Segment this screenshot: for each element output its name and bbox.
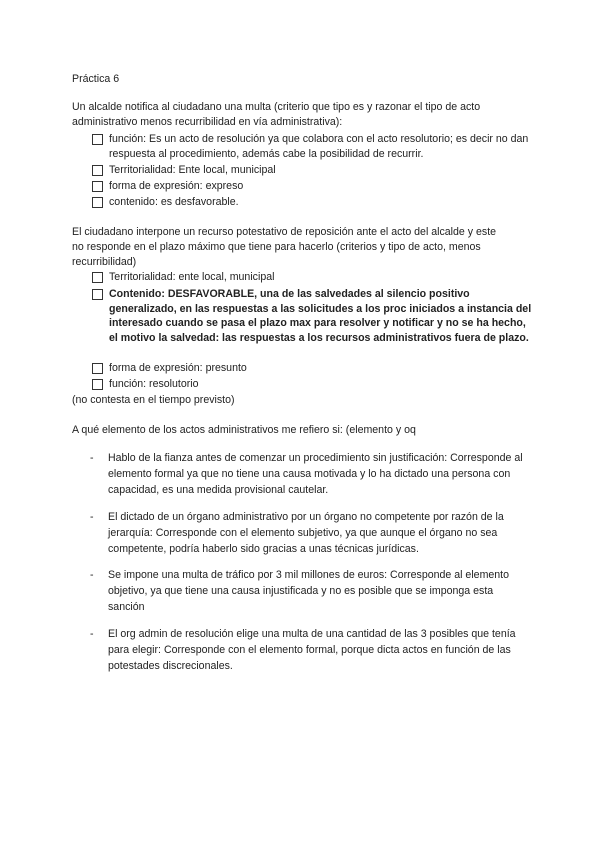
dash-bullet-icon: - (90, 452, 94, 464)
section1-checklist-item (92, 132, 532, 161)
page-title: Práctica 6 (72, 73, 120, 85)
section3-bullet-text: El dictado de un órgano administrativo por un órgano no competente por razón de la jerarquía: Corresponde con el elemento subjetivo, ya que aunque el órgano no sea competente, podría haberlo sido gracias a unas técnicas jurídicas. (108, 511, 504, 555)
section1-item-text: función: Es un acto de resolución ya que colabora con el acto resolutorio; es decir no dan respuesta al procedimiento, además cabe la posibilidad de recurrir. (109, 133, 529, 160)
section3-intro: A qué elemento de los actos administrativos me refiero si: (elemento y oq (72, 424, 416, 436)
section2-checklist-item (92, 377, 532, 392)
section3-bullet-item (90, 567, 530, 615)
section1-intro-line-2: administrativo menos recurribilidad en vía administrativa): (72, 116, 343, 128)
dash-bullet-icon: - (90, 511, 94, 523)
section1-item-text: forma de expresión: expreso (109, 180, 244, 192)
section2-intro-line-1: El ciudadano interpone un recurso potestativo de reposición ante el acto del alcalde y este (72, 226, 497, 238)
section2-checklist-item (92, 287, 532, 345)
section1-item-text: Territorialidad: Ente local, municipal (109, 164, 276, 176)
dash-bullet-icon: - (90, 628, 94, 640)
section2-item-text: función: resolutorio (109, 378, 199, 390)
section1-checklist-item (92, 195, 532, 210)
section2-intro-line-3: recurribilidad) (72, 256, 137, 268)
section2-item-text: Contenido: DESFAVORABLE, una de las salvedades al silencio positivo generalizado, en las respuestas a las solicitudes a los proc iniciados a instancia del interesado cuando se pasa el plazo max para resolver y notificar y no se ha hecho, el motivo la salvedad: las respuestas a los recursos administrativos fuera de plazo. (109, 288, 532, 344)
section2-note: (no contesta en el tiempo previsto) (72, 394, 235, 406)
checkbox-icon[interactable] (92, 379, 103, 390)
section3-bullet-item (90, 450, 530, 498)
section1-checklist-item (92, 179, 532, 194)
section3-bullet-text: Hablo de la fianza antes de comenzar un procedimiento sin justificación: Corresponde al elemento formal ya que no tiene una causa motivada y lo ha dictado una persona con capacidad, es una medida provisional cautelar. (108, 452, 523, 496)
section2-checklist-item (92, 361, 532, 376)
checkbox-icon[interactable] (92, 165, 103, 176)
section1-item-text: contenido: es desfavorable. (109, 196, 239, 208)
section1-intro-line-1: Un alcalde notifica al ciudadano una multa (criterio que tipo es y razonar el tipo de acto (72, 101, 481, 113)
checkbox-icon[interactable] (92, 197, 103, 208)
section2-item-text: Territorialidad: ente local, municipal (109, 271, 275, 283)
section2-intro-line-2: no responde en el plazo máximo que tiene para hacerlo (criterios y tipo de acto, menos (72, 241, 481, 253)
section3-bullet-item (90, 509, 530, 557)
section3-bullet-text: Se impone una multa de tráfico por 3 mil millones de euros: Corresponde al elemento objetivo, ya que tiene una causa injustificada y no es posible que se imponga esta sanción (108, 569, 510, 613)
section3-bullet-text: El org admin de resolución elige una multa de una cantidad de las 3 posibles que tenía para elegir: Corresponde con el elemento formal, porque dicta actos en función de las potestades discrecionales. (108, 628, 516, 672)
checkbox-icon[interactable] (92, 272, 103, 283)
section1-checklist-item (92, 163, 532, 178)
section3-bullet-item (90, 626, 530, 674)
checkbox-icon[interactable] (92, 363, 103, 374)
checkbox-icon[interactable] (92, 134, 103, 145)
dash-bullet-icon: - (90, 569, 94, 581)
section2-checklist-item (92, 270, 532, 285)
section2-item-text: forma de expresión: presunto (109, 362, 247, 374)
checkbox-icon[interactable] (92, 289, 103, 300)
checkbox-icon[interactable] (92, 181, 103, 192)
